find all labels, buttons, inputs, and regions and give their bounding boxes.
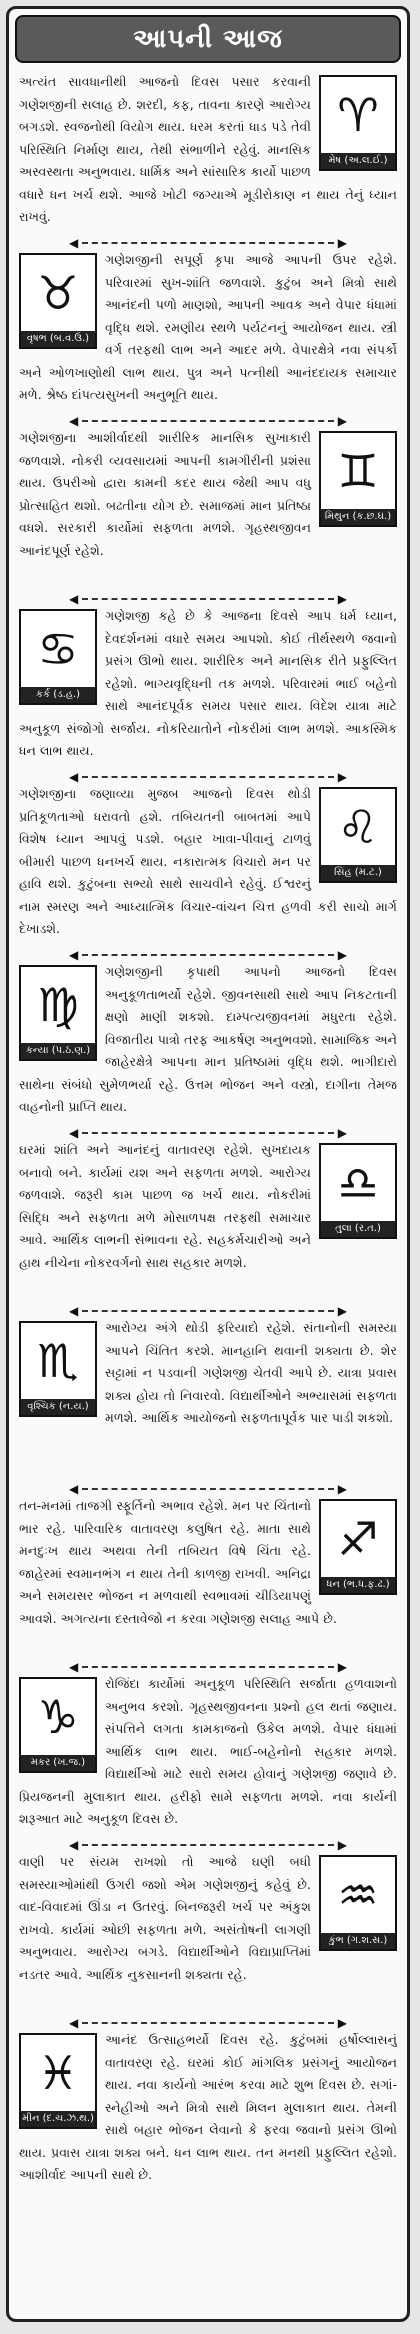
ram-icon: ♈ મેષ (અ.લ.ઈ.) [319, 75, 397, 171]
sign-block-taurus [19, 249, 397, 415]
sign-text: આરોગ્ય અંગે થોડી ફરિયાદો રહેશે. સંતાનોની સમસ્યા આપને ચિંતિત કરશે. માનહાનિ થવાની શક્યતા છે. શેર સટ્ટામાં ન પડવાની ગણેશજી ચેતવી આપે છે. યાત્રા પ્રવાસ શક્ય હોય તો નિવારવો. વિદ્યાર્થીઓને અભ્યાસમાં સફળતા મળશે. આર્થિક આયોજનો સફળતાપૂર્વક પાર પાડી શકશો. [105, 1320, 397, 1425]
sign-text: ગણેશજીની સપૂર્ણ કૃપા આજે આપની ઉપર રહેશે. પરિવારમાં સુખ-શાંતિ જળવાશે. કુટુંબ અને મિત્રો સાથે આનંદની પળો માણશો, આપની આવક અને વેપાર ધંધામાં વૃદ્ધિ થશે. રમણીય સ્થળે પર્યટનનું આયોજન થાય. સ્ત્રી વર્ગ તરફથી લાભ અને આદર મળે. વેપારક્ષેત્રે નવા સંપર્કો અને ઓળખાણોથી લાભ થાય. પુત્ર અને પત્નીથી આનંદદાયક સમાચાર મળે. શ્રેષ્ઠ દાંપત્યસુખની અનુભૂતિ થાય. [19, 252, 397, 402]
sign-name: મેષ (અ.લ.ઈ.) [321, 153, 395, 169]
divider: ◀ ▶ [69, 770, 347, 784]
bull-icon: ♉ વૃષભ (બ.વ.ઉ.) [19, 253, 97, 349]
water-bearer-icon: ♒ કુંભ (ગ.શ.સ.) [319, 1855, 397, 1951]
sign-text: રોજિંદા કાર્યોમાં અનુકૂળ પરિસ્થિતિ સર્જાતા હળવાશનો અનુભવ કરશો. ગૃહસ્થજીવનના પ્રશ્નો હલ થતાં જણાય. સંપત્તિને લગતા કામકાજનો ઉકેલ મળશે. વેપાર ધંધામાં આર્થિક લાભ થાય. ભાઈ-બહેનોનો સહકાર મળશે. વિદ્યાર્થીઓ માટે સારો સમય હોવાનું ગણેશજી જણાવે છે. પ્રિયજનની મુલાકાત થાય. હરીફો સામે સફળતા મળશે. નવા કાર્યની શરૂઆત માટે અનુકૂળ દિવસ છે. [19, 1676, 397, 1826]
sign-block-aquarius [19, 1851, 397, 2017]
scorpion-icon: ♏ વૃશ્ચિક (ન.ય.) [19, 1321, 97, 1417]
divider: ◀ ▶ [69, 1482, 347, 1496]
sign-text: તન-મનમાં તાજગી સ્ફૂર્તિનો અભાવ રહેશે. મન પર ચિંતાનો ભાર રહે. પારિવારિક વાતાવરણ કલુષિત રહે. માતા સાથે મનદુઃખ થાય અથવા તેની તબિયત વિષે ચિંતા રહે. જાહેરમાં સ્વમાનભંગ ન થાય તેની કાળજી રાખવી. અનિદ્રા અને સમયસર ભોજન ન મળવાથી સ્વભાવમાં ચીડિયાપણું આવશે. અગત્યના દસ્તાવેજો ન કરવા ગણેશજી સલાહ આપે છે. [19, 1498, 337, 1626]
sign-block-pisces [19, 2029, 397, 2195]
sign-name: કુંભ (ગ.શ.સ.) [321, 1933, 395, 1949]
lion-icon: ♌ સિંહ (મ.ટ.) [319, 787, 397, 883]
sign-name: મકર (ખ.જ.) [21, 1755, 95, 1771]
divider: ◀ ▶ [69, 1660, 347, 1674]
sign-text: ગણેશજીના જણાવ્યા મુજબ આજનો દિવસ થોડી પ્રતિકૂળતાઓ ધરાવતો હશે. તબિયતની બાબતમાં આપે વિશેષ ધ્યાન આપવું પડશે. બહાર ખાવા-પીવાનું ટાળવું બીમારી પાછળ ધનખર્ચ થાય. નકારાત્મક વિચારો મન પર હાવિ થશે. કુટુંબના સભ્યો સાથે સાચવીને રહેવું. ઈશ્વરનું નામ સ્મરણ અને આધ્યાત્મિક વિચાર-વાંચન ચિત્ત હળવી કરી સાચો માર્ગ દેખાડશે. [19, 786, 397, 936]
sign-name: કર્ક (ડ.હ.) [21, 687, 95, 703]
horoscope-panel [6, 6, 410, 2322]
divider: ◀ ▶ [69, 948, 347, 962]
sign-block-aries [19, 71, 397, 237]
twins-icon: ♊ મિથુન (ક.છ.ઘ.) [319, 431, 397, 527]
maiden-icon: ♍ કન્યા (પ.ઠ.ણ.) [19, 965, 97, 1061]
sign-block-gemini [19, 427, 397, 593]
sign-block-capricorn [19, 1673, 397, 1839]
sign-text: અત્યંત સાવધાનીથી આજનો દિવસ પસાર કરવાની ગણેશજીની સલાહ છે. શરદી, કફ, તાવના કારણે આરોગ્ય બગડશે. સ્વજનોથી વિયોગ થાય. ધરમ કરતાં ધાડ પડે તેવી પરિસ્થિતિ નિર્માણ થાય, તેથી સંભાળીને રહેવું. માનસિક અસ્વસ્થતા અનુભવાય. ધાર્મિક અને સાંસારિક કાર્યો પાછળ વધારે ધન ખર્ચ થશે. આજે ખોટી જગ્યાએ મૂડીરોકાણ ન થાય તેનું ધ્યાન રાખવું. [19, 74, 397, 224]
page-title: આપની આજ [15, 15, 401, 63]
sign-name: સિંહ (મ.ટ.) [321, 865, 395, 881]
sign-text: ગણેશજીના આશીર્વાદથી શારીરિક માનસિક સુખાકારી જળવાશે. નોકરી વ્યવસાયમાં આપની કામગીરીની પ્રશંસા થાય. ઉપરીઓ દ્વારા કામની કદર થાય જેથી આપ વધુ પ્રોત્સાહિત થશો. બઢતીના યોગ છે. સમાજમાં માન પ્રતિષ્ઠા વધશે. સરકારી કાર્યોમાં સફળતા મળશે. ગૃહસ્થજીવન આનંદપૂર્ણ રહેશે. [19, 430, 311, 558]
sign-block-sagittarius [19, 1495, 397, 1661]
crab-icon: ♋ કર્ક (ડ.હ.) [19, 609, 97, 705]
sign-block-cancer [19, 605, 397, 771]
sign-text: વાણી પર સંયમ રાખશો તો આજે ઘણી બધી સમસ્યાઓમાંથી ઉગરી જશો એમ ગણેશજીનું કહેવું છે. વાદ-વિવાદમાં ઊંડા ન ઉતરવું. બિનજરૂરી ખર્ચ પર અંકુશ રાખવો. કાર્યમાં ઓછી સફળતા મળે. અસંતોષની લાગણી અનુભવાય. આરોગ્ય બગડે. વિદ્યાર્થીઓને વિદ્યાપ્રાપ્તિમાં નડતર આવે. આર્થિક નુકસાનની શક્યતા રહે. [19, 1854, 311, 1982]
sign-name: મિથુન (ક.છ.ઘ.) [321, 509, 395, 525]
divider: ◀ ▶ [69, 1304, 347, 1318]
sign-name: ધન (ભ.ધ.ફ.ઢ.) [321, 1577, 395, 1593]
sign-name: વૃષભ (બ.વ.ઉ.) [21, 331, 95, 347]
sign-text: ગણેશજીની કૃપાથી આપનો આજનો દિવસ અનુકૂળતાભર્યો રહેશે. જીવનસાથી સાથે આપ નિકટતાની ક્ષણો માણી શકશો. દામ્પત્યજીવનમાં મધુરતા રહેશે. વિજાતીય પાત્રો તરફ આકર્ષણ અનુભવશો. સામાજિક અને જાહેરક્ષેત્રે આપના માન પ્રતિષ્ઠામાં વૃદ્ધિ થશે. ભાગીદારો સાથેના સંબંધો સુમેળભર્યા રહે. ઉત્તમ ભોજન અને વસ્ત્રો, દાગીના તેમજ વાહનોની પ્રાપ્તિ થાય. [19, 964, 397, 1114]
sign-name: વૃશ્ચિક (ન.ય.) [21, 1399, 95, 1415]
fish-icon: ♓ મીન (દ.ચ.ઝ.થ.) [19, 2033, 97, 2129]
sign-block-scorpio [19, 1317, 397, 1483]
divider: ◀ ▶ [69, 236, 347, 250]
archer-icon: ♐ ધન (ભ.ધ.ફ.ઢ.) [319, 1499, 397, 1595]
goat-icon: ♑ મકર (ખ.જ.) [19, 1677, 97, 1773]
divider: ◀ ▶ [69, 414, 347, 428]
sign-block-leo [19, 783, 397, 949]
sign-text: ગણેશજી કહે છે કે આજના દિવસે આપ ધર્મ ધ્યાન, દેવદર્શનમાં વધારે સમય આપશો. કોઈ તીર્થસ્થળે જવાનો પ્રસંગ ઊભો થાય. શારીરિક અને માનસિક રીતે પ્રફુલ્લિત રહેશો. ભાગ્યવૃદ્ધિની તક મળશે. પરિવારમાં ભાઈ બહેનો સાથે આનંદપૂર્વક સમય પસાર થાય. વિદેશ યાત્રા માટે અનુકૂળ સંજોગો સર્જાય. નોકરિયાતોને નોકરીમાં લાભ મળશે. આકસ્મિક ધન લાભ થાય. [19, 608, 397, 758]
sign-name: તુલા (ર.ત.) [321, 1221, 395, 1237]
sign-block-libra [19, 1139, 397, 1305]
sign-text: ઘરમાં શાંતિ અને આનંદનું વાતાવરણ રહેશે. સુખદાયક બનાવો બને. કાર્યમાં યશ અને સફળતા મળશે. આરોગ્ય જળવાશે. જરૂરી કામ પાછળ જ ખર્ચ થાય. નોકરીમાં સિદ્ધિ અને સફળતા મળે મોસાળપક્ષ તરફથી સમાચાર આવે. આર્થિક લાભની સંભાવના રહે. સહકર્મચારીઓ અને હાથ નીચેના નોકરવર્ગનો સાથ સહકાર મળશે. [19, 1142, 311, 1270]
divider: ◀ ▶ [69, 1126, 347, 1140]
sign-block-virgo [19, 961, 397, 1127]
divider: ◀ ▶ [69, 1838, 347, 1852]
divider: ◀ ▶ [69, 2016, 347, 2030]
divider: ◀ ▶ [69, 592, 347, 606]
sign-name: મીન (દ.ચ.ઝ.થ.) [21, 2111, 95, 2127]
scales-icon: ♎ તુલા (ર.ત.) [319, 1143, 397, 1239]
sign-name: કન્યા (પ.ઠ.ણ.) [21, 1043, 95, 1059]
sign-text: આનંદ ઉત્સાહભર્યો દિવસ રહે. કુટુંબમાં હર્ષોલ્લાસનું વાતાવરણ રહે. ઘરમાં કોઈ માંગલિક પ્રસંગનું આયોજન થાય. નવા કાર્યનો આરંભ કરવા માટે શુભ દિવસ છે. સગાં-સ્નેહીઓ અને મિત્રો સાથે મિલન મુલાકાત થાય. તેમની સાથે બહાર ભોજન લેવાનો કે ફરવા જવાનો પ્રસંગ ઊભો થાય. પ્રવાસ યાત્રા શક્ય બને. ધન લાભ થાય. તન મનથી પ્રફુલ્લિત રહેશો. આશીર્વાદ આપની સાથે છે. [19, 2032, 397, 2182]
